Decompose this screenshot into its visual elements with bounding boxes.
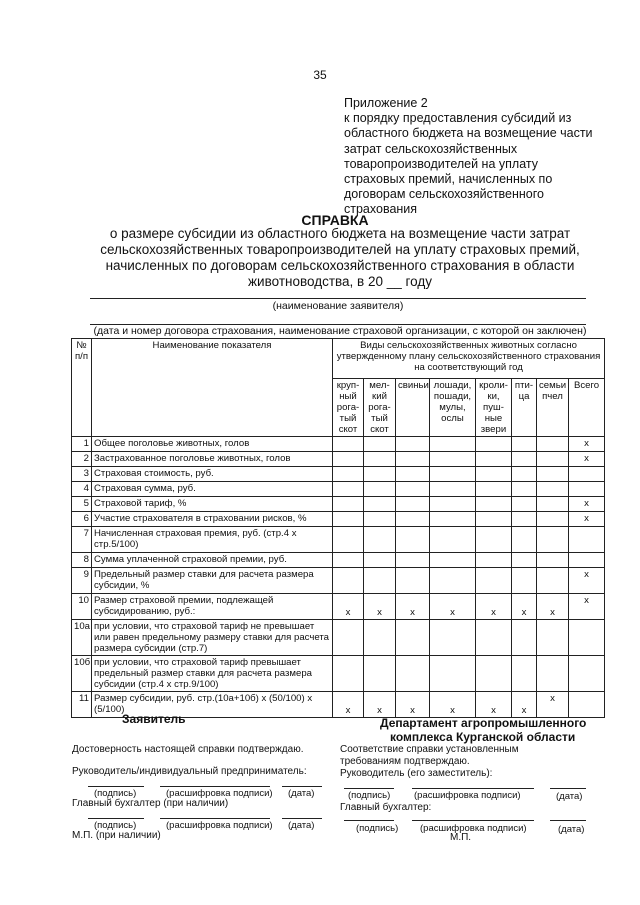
cell[interactable] [476,512,512,527]
department-head-label: Руководитель (его заместитель): [340,768,493,779]
cell[interactable] [396,497,430,512]
signature-caption: (подпись) [94,788,137,799]
cell[interactable] [333,497,364,512]
cell[interactable] [364,497,396,512]
header-animal: свиньи [396,379,430,437]
date-caption: (дата) [558,824,585,835]
x-mark: x [569,497,605,512]
row-number: 11 [72,692,92,718]
cell[interactable] [476,527,512,553]
appendix-line: договорам сельскохозяйственного [344,187,544,202]
decode-line[interactable] [412,788,534,789]
x-mark: x [569,594,605,620]
cell[interactable] [512,482,537,497]
table-row [72,497,605,512]
cell[interactable] [512,553,537,568]
contract-caption: (дата и номер договора страхования, наименование страховой организации, с которой он заключен) [93,325,587,337]
cell[interactable] [333,620,364,656]
cell[interactable] [569,656,605,692]
header-animal: кроли-ки, пуш-ные звери [476,379,512,437]
header-animal-types: Виды сельскохозяйственных животных согласно утвержденному плану сельскохозяйственного страхования на соответствующий год [333,339,605,379]
header-animal: пти-ца [512,379,537,437]
decode-caption: (расшифровка подписи) [414,790,521,801]
cell[interactable] [537,497,569,512]
x-mark: x [476,692,512,718]
cell[interactable] [396,553,430,568]
cell[interactable] [364,620,396,656]
x-mark: x [569,452,605,467]
cell[interactable] [333,656,364,692]
row-number: 2 [72,452,92,467]
cell[interactable] [333,553,364,568]
signature-caption: (подпись) [356,823,399,834]
appendix-line: страховых премий, начисленных по [344,172,553,187]
x-mark: x [364,692,396,718]
cell[interactable] [430,527,476,553]
cell[interactable] [569,482,605,497]
x-mark: x [569,437,605,452]
appendix-line: к порядку предоставления субсидий из [344,111,572,126]
cell[interactable] [396,656,430,692]
appendix-line: товаропроизводителей на уплату [344,156,538,171]
cell[interactable] [537,512,569,527]
cell[interactable] [333,482,364,497]
x-mark: x [364,594,396,620]
applicant-confirmation: Достоверность настоящей справки подтверждаю. [72,744,304,755]
cell[interactable] [430,620,476,656]
header-animal: семьи пчел [537,379,569,437]
x-mark: x [569,568,605,594]
cell[interactable] [364,482,396,497]
applicant-caption: (наименование заявителя) [272,300,404,312]
table-row [72,482,605,497]
cell[interactable] [396,467,430,482]
table-row [72,620,605,656]
header-animal: мел-кий рога-тый скот [364,379,396,437]
row-label: Предельный размер ставки для расчета размера субсидии, % [92,568,333,594]
table-row [72,467,605,482]
row-number: 5 [72,497,92,512]
cell[interactable] [430,553,476,568]
cell[interactable] [364,656,396,692]
cell[interactable] [512,437,537,452]
table-row [72,437,605,452]
x-mark: x [396,692,430,718]
cell[interactable] [476,467,512,482]
document-title: СПРАВКА [301,212,369,228]
header-animal: лошади, пошади, мулы, ослы [430,379,476,437]
cell[interactable] [396,512,430,527]
row-label: Сумма уплаченной страховой премии, руб. [92,553,333,568]
cell[interactable] [430,497,476,512]
department-stamp-label: М.П. [450,832,472,843]
row-label: Размер субсидии, руб. стр.(10а+10б) х (50/100) х (5/100) [92,692,333,718]
x-mark: x [430,692,476,718]
signature-caption: (подпись) [348,790,391,801]
decode-line[interactable] [160,818,270,819]
cell[interactable] [396,527,430,553]
cell[interactable] [430,467,476,482]
table-row [72,512,605,527]
subtitle-line: о размере субсидии из областного бюджета на возмещение части затрат [109,226,571,241]
cell[interactable] [430,512,476,527]
x-mark: x [537,594,569,620]
date-caption: (дата) [556,791,583,802]
cell[interactable] [512,497,537,512]
cell[interactable] [512,620,537,656]
cell[interactable] [364,512,396,527]
x-mark: x [430,594,476,620]
appendix-block [344,96,614,218]
appendix-line: областного бюджета на возмещение части [344,126,593,141]
cell[interactable] [333,467,364,482]
row-label: при условии, что страховой тариф превышает предельный размер ставки для расчета размера субсидии (стр.4 х стр.9/100) [92,656,333,692]
cell[interactable] [396,620,430,656]
row-number: 3 [72,467,92,482]
cell[interactable] [476,656,512,692]
cell[interactable] [430,482,476,497]
appendix-line: страхования [344,202,418,217]
cell[interactable] [569,553,605,568]
cell[interactable] [364,553,396,568]
date-caption: (дата) [288,820,315,831]
row-label: Общее поголовье животных, голов [92,437,333,452]
subtitle-line: сельскохозяйственных товаропроизводителей на уплату страховых премий, [100,242,580,257]
cell[interactable] [512,452,537,467]
cell[interactable] [364,452,396,467]
cell[interactable] [537,452,569,467]
cell[interactable] [333,452,364,467]
cell[interactable] [569,620,605,656]
header-indicator: Наименование показателя [92,339,333,437]
cell[interactable] [430,437,476,452]
applicant-head-label: Руководитель/индивидуальный предприниматель: [72,766,307,777]
row-number: 10 [72,594,92,620]
table-row [72,452,605,467]
appendix-line: Приложение 2 [344,96,428,110]
cell[interactable] [430,452,476,467]
cell[interactable] [537,527,569,553]
table-row [72,527,605,553]
subsidy-table [71,338,605,718]
x-mark: x [512,692,537,718]
cell[interactable] [476,482,512,497]
row-number: 9 [72,568,92,594]
cell[interactable] [537,568,569,594]
subtitle-line: начисленных по договорам сельскохозяйственного страхования в области [105,258,575,273]
row-number: 1 [72,437,92,452]
cell[interactable] [476,452,512,467]
date-line[interactable] [282,818,322,819]
header-animal: круп-ный рога-тый скот [333,379,364,437]
cell[interactable] [476,568,512,594]
x-mark: x [333,594,364,620]
cell[interactable] [333,527,364,553]
signature-line[interactable] [88,818,144,819]
subtitle-line: животноводства, в 20 __ году [248,274,432,289]
cell[interactable] [537,656,569,692]
row-label: Участие страхователя в страховании рисков, % [92,512,333,527]
page-number: 35 [313,68,327,82]
table-row [72,553,605,568]
row-number: 7 [72,527,92,553]
table-row [72,656,605,692]
cell[interactable] [364,437,396,452]
row-number: 10б [72,656,92,692]
cell[interactable] [476,553,512,568]
cell[interactable] [333,568,364,594]
x-mark: x [512,594,537,620]
cell[interactable] [537,620,569,656]
department-heading: Департамент агропромышленного [380,716,587,730]
row-number: 4 [72,482,92,497]
cell[interactable] [512,656,537,692]
department-accountant-label: Главный бухгалтер: [340,802,432,813]
row-label: Страховая сумма, руб. [92,482,333,497]
row-label: при условии, что страховой тариф не превышает или равен предельному размеру ставки для расчета размера субсидии (стр.7) [92,620,333,656]
cell[interactable] [537,437,569,452]
signature-line[interactable] [344,820,394,821]
cell[interactable] [333,512,364,527]
department-heading-2: комплекса Курганской области [390,730,576,744]
date-caption: (дата) [288,788,315,799]
signature-line[interactable] [88,786,144,787]
department-confirmation: Соответствие справки установленным [340,744,519,755]
cell[interactable] [396,568,430,594]
decode-caption: (расшифровка подписи) [166,788,273,799]
cell[interactable] [364,467,396,482]
cell[interactable] [537,482,569,497]
decode-line[interactable] [160,786,270,787]
cell[interactable] [569,692,605,718]
department-confirmation-2: требованиям подтверждаю. [340,756,470,767]
row-label: Размер страховой премии, подлежащей субсидированию, руб.: [92,594,333,620]
decode-line[interactable] [412,820,534,821]
row-number: 8 [72,553,92,568]
cell[interactable] [396,437,430,452]
row-label: Застрахованное поголовье животных, голов [92,452,333,467]
decode-caption: (расшифровка подписи) [420,823,527,834]
x-mark: x [569,512,605,527]
x-mark: x [396,594,430,620]
cell[interactable] [537,467,569,482]
signature-caption: (подпись) [94,820,137,831]
cell[interactable] [333,437,364,452]
cell[interactable] [430,656,476,692]
cell[interactable] [512,512,537,527]
document-subtitle [90,226,590,290]
signature-line[interactable] [344,788,394,789]
header-animal: Всего [569,379,605,437]
header-number: № п/п [72,339,92,437]
table-row [72,594,605,620]
cell[interactable] [396,452,430,467]
cell[interactable] [364,568,396,594]
cell[interactable] [512,568,537,594]
cell[interactable] [396,482,430,497]
cell[interactable] [569,467,605,482]
date-line[interactable] [550,788,586,789]
applicant-heading: Заявитель [122,712,186,726]
x-mark: x [333,692,364,718]
x-mark: x [537,692,569,718]
cell[interactable] [476,620,512,656]
decode-caption: (расшифровка подписи) [166,820,273,831]
cell[interactable] [430,568,476,594]
x-mark: x [476,594,512,620]
cell[interactable] [512,467,537,482]
applicant-line[interactable] [90,298,586,299]
cell[interactable] [512,527,537,553]
row-number: 10а [72,620,92,656]
cell[interactable] [569,527,605,553]
applicant-stamp-label: М.П. (при наличии) [72,830,161,841]
row-label: Страховой тариф, % [92,497,333,512]
row-label: Начисленная страховая премия, руб. (стр.4 х стр.5/100) [92,527,333,553]
cell[interactable] [537,553,569,568]
row-label: Страховая стоимость, руб. [92,467,333,482]
appendix-line: затрат сельскохозяйственных [344,141,518,156]
cell[interactable] [476,497,512,512]
date-line[interactable] [282,786,322,787]
date-line[interactable] [550,820,586,821]
cell[interactable] [476,437,512,452]
cell[interactable] [364,527,396,553]
row-number: 6 [72,512,92,527]
applicant-accountant-label: Главный бухгалтер (при наличии) [72,798,229,809]
table-row [72,568,605,594]
